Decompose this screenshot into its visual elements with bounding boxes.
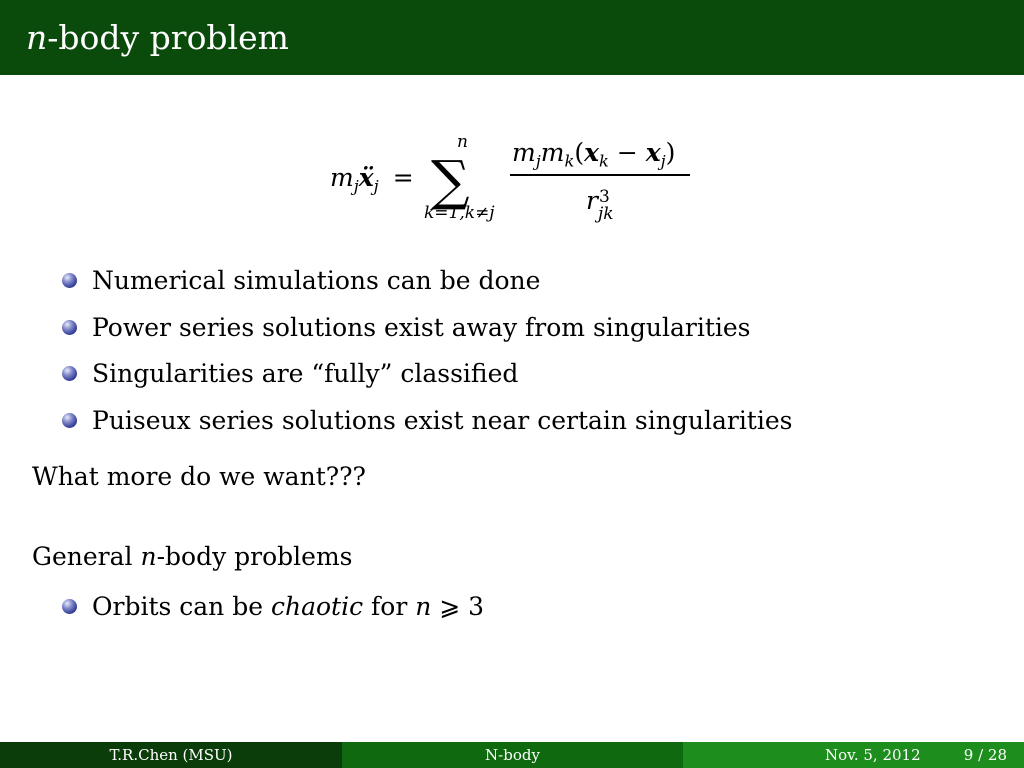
general-heading-suffix: -body problems [156,542,353,571]
orbits-prefix: Orbits can be [92,592,271,621]
list-item-text: Numerical simulations can be done [92,266,541,295]
numerator-mass-k: m [540,138,565,167]
nbody-equation [0,0,1024,240]
numerator-mass-j: m [512,138,536,167]
footer-author [0,742,342,768]
lhs-mass-subscript: j [353,176,359,196]
minus-sign: − [608,138,646,167]
equation-lhs [330,163,414,196]
denominator-subscript: jk [597,204,614,224]
denominator-exponent: 3 [598,187,610,207]
general-heading-prefix: General [32,542,141,571]
footer-date: Nov. 5, 2012 [825,746,921,764]
numerator-mass-j-subscript: j [535,151,541,171]
close-paren: ) [665,138,676,167]
general-heading-variable: n [140,542,157,571]
denominator-scripts [597,187,622,224]
numerator-position-j: x [645,138,661,167]
bullet-ball-icon [62,599,77,614]
bullet-ball-icon [62,320,77,335]
question-text: What more do we want??? [32,462,366,491]
lhs-acceleration: ẍ [358,163,374,192]
lhs-acceleration-subscript: j [373,176,379,196]
equals-sign: = [392,163,414,192]
numerator-position-k-subscript: k [599,151,609,171]
list-item-text [92,591,484,623]
footer-short-title [342,742,683,768]
general-heading [32,541,353,573]
fraction-numerator [512,138,675,171]
orbits-relation: ⩾ 3 [431,592,485,621]
slide-title-variable: n [26,18,48,57]
footer-author-text: T.R.Chen (MSU) [109,746,233,764]
denominator-distance: r [586,186,598,215]
sum-lower-limit: k=1,k≠j [424,203,495,223]
sum-upper-limit: n [457,132,468,152]
numerator-position-j-subscript: j [660,151,666,171]
footer-info [683,742,1024,768]
numerator-mass-k-subscript: k [564,151,575,171]
page-number: 9 / 28 [963,746,1007,764]
slide-footer [0,742,1024,768]
fraction-denominator [586,186,622,224]
bullet-ball-icon [62,273,77,288]
open-paren: ( [574,138,585,167]
bullet-ball-icon [62,366,77,381]
summation-symbol: ∑ [431,149,470,212]
orbits-variable: n [415,592,432,621]
list-item-text: Puiseux series solutions exist near certain singularities [92,406,793,435]
bullet-ball-icon [62,413,77,428]
orbits-mid: for [363,592,416,621]
slide-title-text: -body problem [47,18,289,57]
orbits-emphasis: chaotic [270,592,364,621]
fraction-bar [510,174,690,176]
numerator-position-k: x [584,138,600,167]
list-item-text: Power series solutions exist away from singularities [92,313,751,342]
lhs-mass: m [330,163,354,192]
footer-short-title-text: N-body [485,746,540,764]
list-item-text: Singularities are “fully” classified [92,359,519,388]
